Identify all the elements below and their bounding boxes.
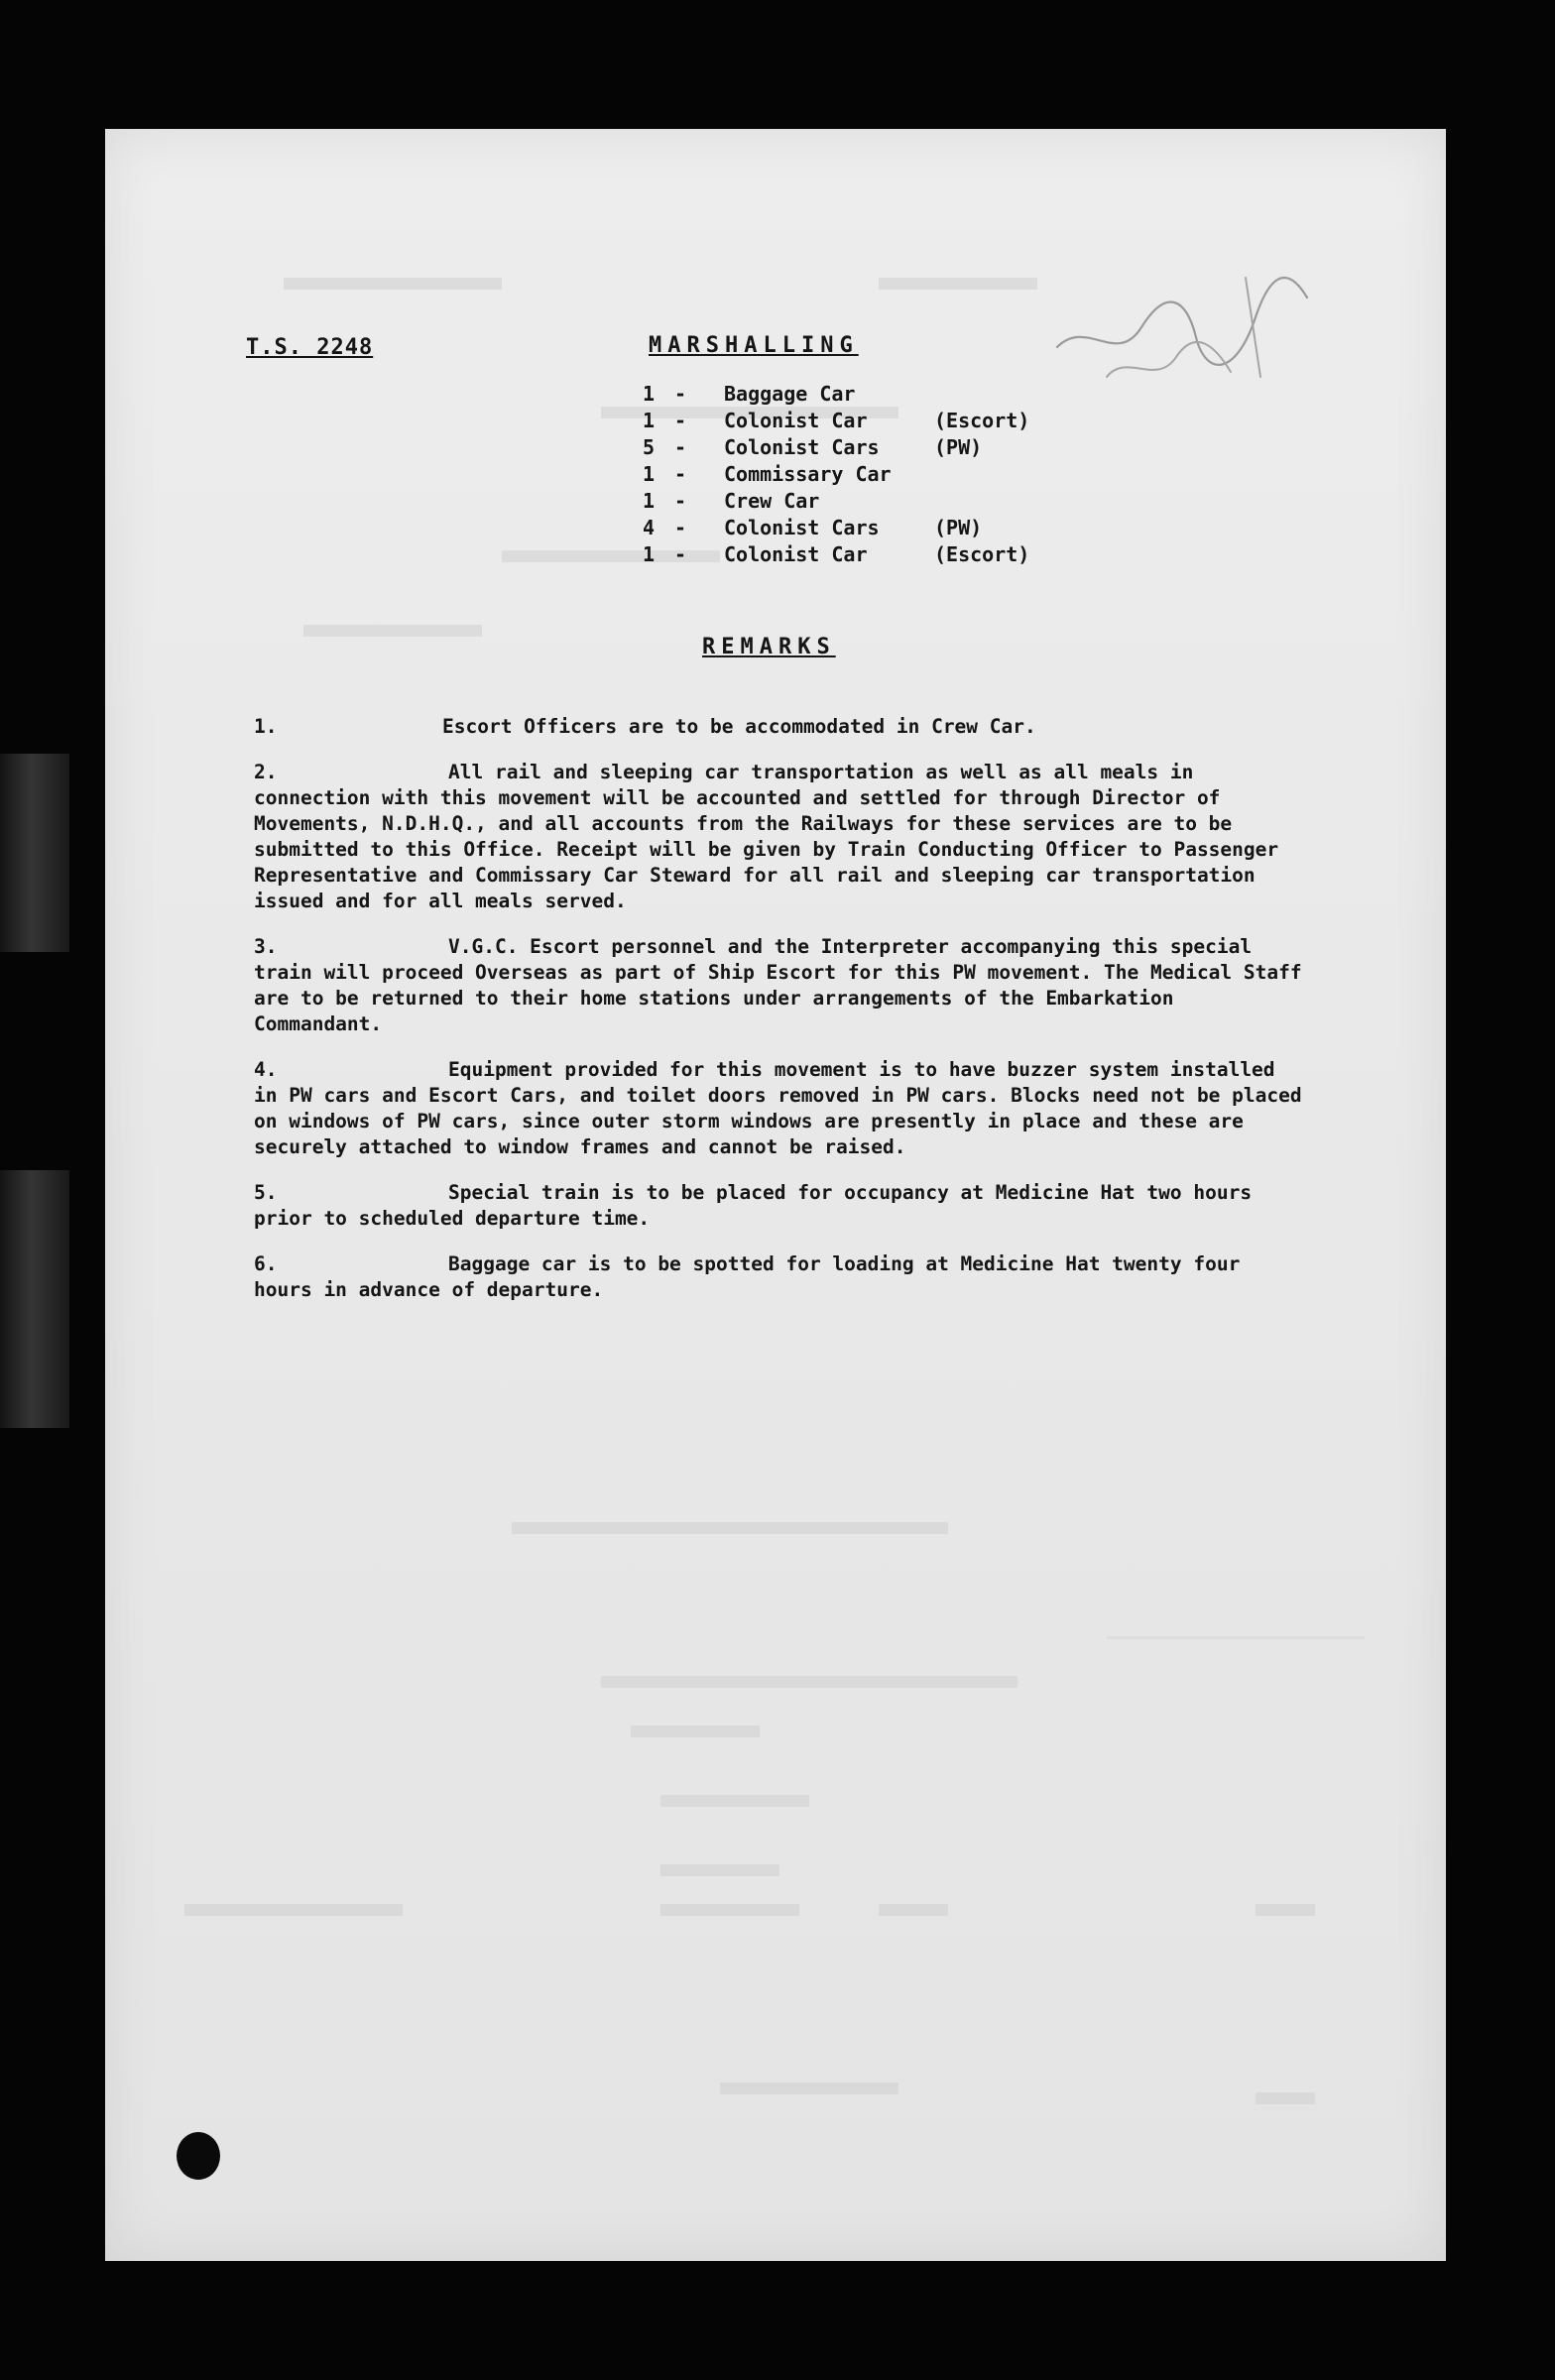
bleed-through-mark xyxy=(601,1676,1017,1688)
remark-item: 5. Special train is to be placed for occupancy at Medicine Hat two hours prior to scheduled departure time. xyxy=(254,1181,1253,1230)
list-item: 5 - Colonist Cars (PW) xyxy=(643,435,983,459)
bleed-through-mark xyxy=(1107,1636,1365,1639)
bleed-through-mark xyxy=(512,1522,948,1534)
remarks-heading: REMARKS xyxy=(702,635,836,659)
marshalling-heading: MARSHALLING xyxy=(649,333,859,358)
remark-item: 2. All rail and sleeping car transportation as well as all meals in connection with this movement will be accounted and settled for through Director of Movements, N.D.H.Q., and all accounts from the Railways for these services are to be submitted to this Office. Receipt will be given by Train Conducting Officer to Passenger Representative and Commissary Car Steward for all rail and sleeping car transportation issued and for all meals served. xyxy=(254,761,1279,912)
handwritten-annotation-icon xyxy=(1047,258,1315,397)
bleed-through-mark xyxy=(660,1795,809,1807)
film-edge-artifact xyxy=(0,1170,69,1428)
reference-number: T.S. 2248 xyxy=(246,335,374,360)
marshalling-list xyxy=(643,381,1063,568)
list-item: 1 - Baggage Car xyxy=(643,382,856,406)
remark-item: 1. Escort Officers are to be accommodated in Crew Car. xyxy=(254,715,1036,738)
bleed-through-mark xyxy=(184,1904,403,1916)
bleed-through-mark xyxy=(660,1904,799,1916)
document-page xyxy=(105,129,1446,2261)
list-item: 1 - Commissary Car xyxy=(643,462,892,486)
remark-item: 6. Baggage car is to be spotted for loading at Medicine Hat twenty four hours in advance of departure. xyxy=(254,1252,1241,1301)
remarks-section xyxy=(254,714,1305,1323)
bleed-through-mark xyxy=(1256,1904,1315,1916)
bleed-through-mark xyxy=(660,1864,779,1876)
bleed-through-mark xyxy=(879,1904,948,1916)
bleed-through-mark xyxy=(1256,2092,1315,2104)
punch-hole xyxy=(177,2132,220,2180)
list-item: 4 - Colonist Cars (PW) xyxy=(643,516,983,539)
bleed-through-mark xyxy=(303,625,482,637)
bleed-through-mark xyxy=(631,1726,760,1737)
remark-item: 3. V.G.C. Escort personnel and the Interpreter accompanying this special train will proceed Overseas as part of Ship Escort for this PW movement. The Medical Staff are to be returned to their home stations under arrangements of the Embarkation Commandant. xyxy=(254,935,1302,1035)
list-item: 1 - Colonist Car (Escort) xyxy=(643,542,1030,566)
list-item: 1 - Crew Car xyxy=(643,489,820,513)
bleed-through-mark xyxy=(879,278,1037,290)
bleed-through-mark xyxy=(284,278,502,290)
list-item: 1 - Colonist Car (Escort) xyxy=(643,409,1030,432)
bleed-through-mark xyxy=(720,2082,898,2094)
remark-item: 4. Equipment provided for this movement is to have buzzer system installed in PW cars and Escort Cars, and toilet doors removed in PW cars. Blocks need not be placed on windows of PW cars, since outer storm windows are presently in place and these are securely attached to window frames and cannot be raised. xyxy=(254,1058,1302,1158)
film-edge-artifact xyxy=(0,754,69,952)
